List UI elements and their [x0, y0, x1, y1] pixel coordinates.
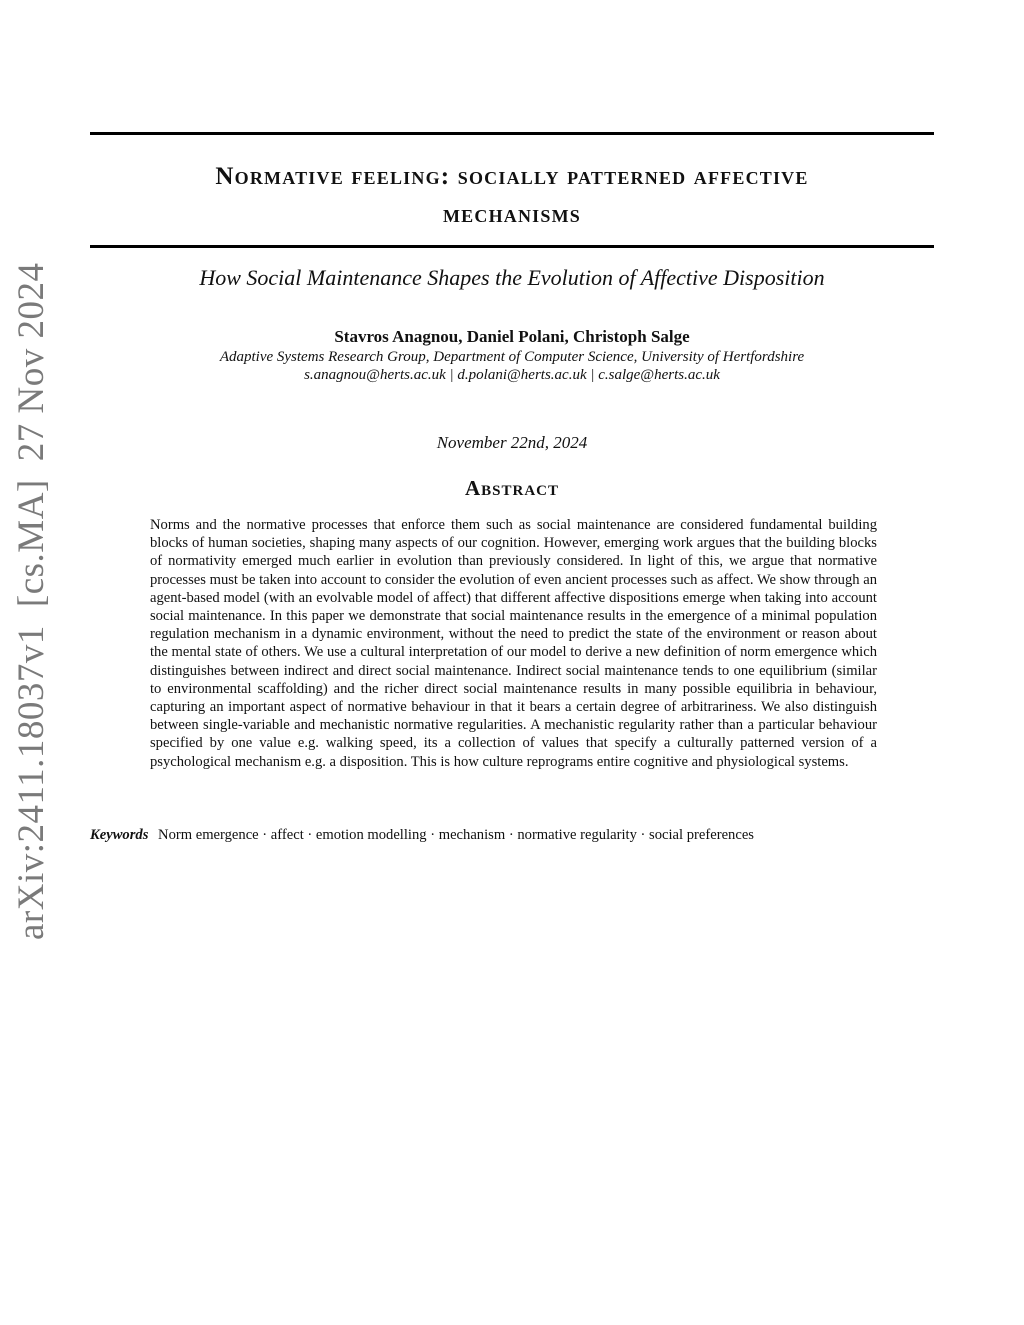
paper-date: November 22nd, 2024: [436, 433, 588, 452]
abstract-heading: Abstract: [464, 476, 560, 500]
arxiv-date: 27 Nov 2024: [11, 262, 52, 462]
author-emails: s.anagnou@herts.ac.uk | d.polani@herts.ac.uk | c.salge@herts.ac.uk: [304, 367, 720, 383]
title-line-1: Normative feeling: socially patterned affective: [215, 163, 809, 190]
author-affiliation: Adaptive Systems Research Group, Department of Computer Science, University of Hertfordshire: [219, 349, 805, 365]
keywords-line: [90, 826, 934, 844]
arxiv-id: arXiv:2411.18037v1: [11, 625, 52, 940]
keywords-text: Norm emergence · affect · emotion modelling · mechanism · normative regularity · social preferences: [158, 827, 754, 843]
arxiv-category: [cs.MA]: [11, 479, 52, 608]
author-names: Stavros Anagnou, Daniel Polani, Christoph Salge: [334, 327, 690, 346]
abstract-text: Norms and the normative processes that enforce them such as social maintenance are considered fundamental building blocks of human societies, shaping many aspects of our cognition. However, emerging work argues that the building blocks of normativity emerged much earlier in evolution than previously considered. In light of this, we argue that normative processes must be taken into account to consider the evolution of even ancient processes such as affect. We show through an agent-based model (with an evolvable model of affect) that different affective dispositions emerge when taking into account social maintenance. In this paper we demonstrate that social maintenance results in the emergence of a minimal population regulation mechanism in a dynamic environment, without the need to predict the state of the environment or reason about the mental state of others. We use a cultural interpretation of our model to derive a new definition of norm emergence which distinguishes between indirect and direct social maintenance. Indirect social maintenance tends to one equilibrium (similar to environmental scaffolding) and the richer direct social maintenance results in many possible equilibria in behaviour, capturing an important aspect of normative behaviour in that it bears a certain degree of arbitrariness. We also distinguish between single-variable and mechanistic normative regularities. A mechanistic regularity rather than a particular behaviour specified by one value e.g. walking speed, its a collection of values that specify a culturally patterned version of a psychological mechanism e.g. a disposition. This is how culture reprograms entire cognitive and physiological systems.: [150, 517, 877, 770]
arxiv-sidebar-stamp: [12, 263, 52, 940]
paper-title: [90, 158, 934, 234]
title-rule-top: [90, 132, 934, 135]
title-rule-bottom: [90, 245, 934, 248]
keywords-label: Keywords: [90, 827, 149, 843]
title-line-2: mechanisms: [442, 201, 581, 228]
paper-subtitle: How Social Maintenance Shapes the Evolution of Affective Disposition: [199, 265, 825, 290]
